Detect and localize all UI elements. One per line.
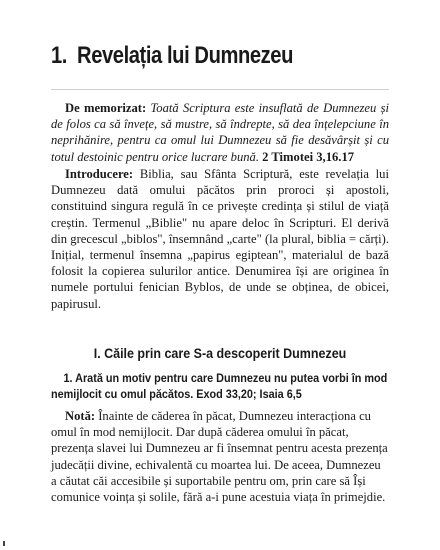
- memorize-quote: Toată Scriptura este insuflată de Dumnezeu și de folos ca să învețe, să mustre, să îndrepte, să dea înțelepciune în neprihănire, pentru ca omul lui Dumnezeu să fie desăvârșit și cu totul destoinic pentru orice lucrare bună.: [51, 101, 389, 164]
- question-text: 1. Arată un motiv pentru care Dumnezeu nu putea vorbi în mod nemijlocit cu omul păcătos. Exod 33,20; Isaia 6,5: [51, 371, 388, 401]
- introduction-label: Introducere:: [65, 167, 134, 181]
- crop-mark: [3, 541, 5, 546]
- note-paragraph: [51, 408, 389, 505]
- chapter-title-text: Revelația lui Dumnezeu: [77, 42, 293, 69]
- note-text: Înainte de căderea în păcat, Dumnezeu interacționa cu omul în mod nemijlocit. Dar după căderea omului în păcat, prezența slavei lui Dumnezeu ar fi însemnat pentru acesta prezența judecății divine, echivalentă cu moartea lui. De aceea, Dumnezeu a căutat căi accesibile și suportabile pentru om, prin care să Își comunice voința și solile, fără a-i pune acestuia viața în primejdie.: [51, 409, 388, 505]
- introduction-text: Biblia, sau Sfânta Scriptură, este revelația lui Dumnezeu dată omului păcătos prin proroci și apostoli, constituind singura regulă în ce privește credința și stilul de viață creștin. Termenul „Biblie" nu apare deloc în Scripturi. El derivă din grecescul „biblos", însemnând „carte" (la plural, biblia = cărți). Inițial, termenul însemna „papirus egiptean", materialul de bază folosit la copierea sulurilor antice. Denumirea își are originea în numele portului fenician Byblos, de unde se obținea, de obicei, papirusul.: [51, 167, 389, 311]
- note-label: Notă:: [65, 409, 96, 423]
- memorize-reference: 2 Timotei 3,16.17: [262, 149, 355, 164]
- introduction-paragraph: [51, 166, 389, 312]
- memorize-label: De memorizat:: [65, 101, 147, 115]
- chapter-number: 1.: [51, 42, 67, 69]
- memorize-paragraph: [51, 100, 389, 165]
- title-divider: [51, 89, 389, 90]
- section-heading: I. Căile prin care S-a descoperit Dumnezeu: [93, 346, 347, 362]
- chapter-title: [51, 42, 337, 70]
